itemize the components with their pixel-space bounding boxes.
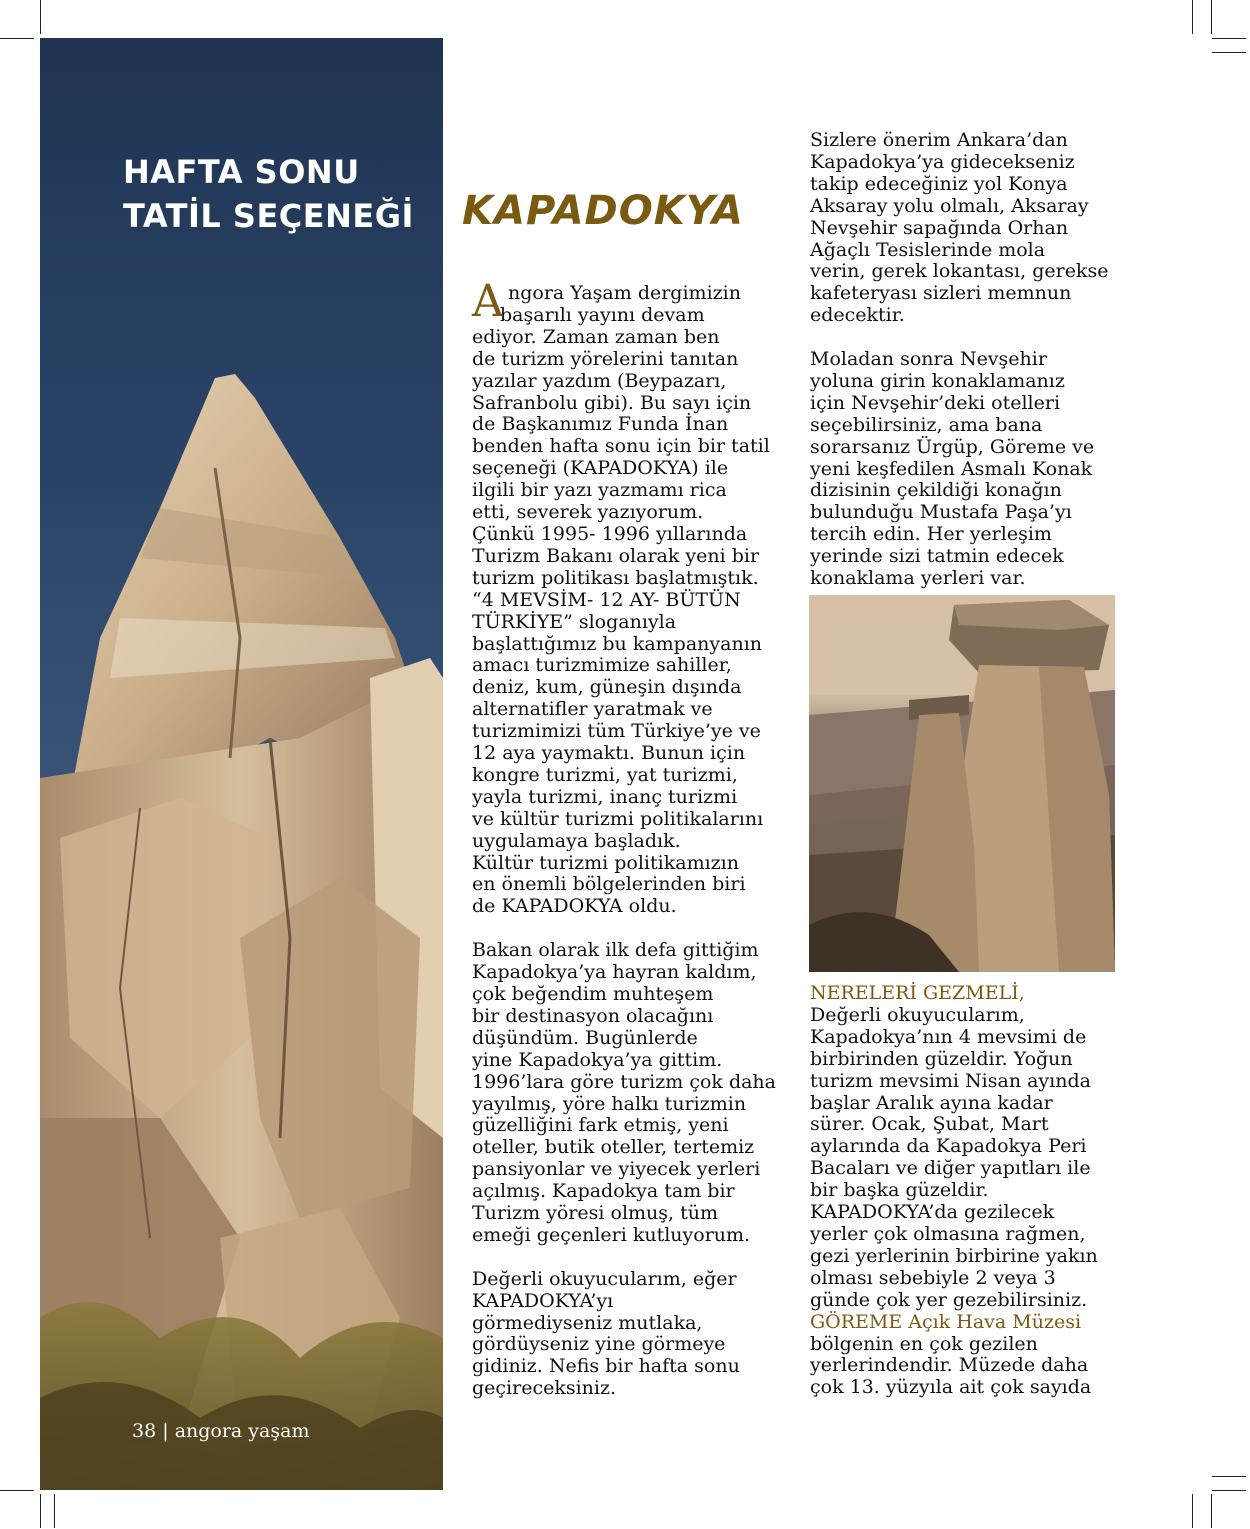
- text-line: Kapadokya’nın 4 mevsimi de: [810, 1025, 1087, 1048]
- text-line: 1996’lara göre turizm çok daha: [472, 1070, 776, 1093]
- text-line: 12 aya yaymaktı. Bunun için: [472, 742, 746, 765]
- section-heading: NERELERİ GEZMELİ,: [810, 982, 1025, 1004]
- text-line: Kapadokya’ya gidecekseniz: [810, 150, 1075, 173]
- text-line: yoluna girin konaklamanız: [810, 369, 1065, 392]
- text-line: tercih edin. Her yerleşim: [810, 523, 1052, 546]
- text-line: yerlerindendir. Müzede daha: [810, 1354, 1089, 1377]
- text-line: Moladan sonra Nevşehir: [810, 348, 1047, 371]
- text-line: ngora Yaşam dergimizin: [508, 282, 741, 304]
- text-line: en önemli bölgelerinden biri: [472, 873, 746, 896]
- text-line: alternatifler yaratmak ve: [472, 698, 713, 721]
- crop-mark: [0, 38, 34, 39]
- text-line: Çünkü 1995- 1996 yıllarında: [472, 522, 748, 545]
- text-line: Ağaçlı Tesislerinde mola: [810, 238, 1046, 261]
- text-line: yerler çok olmasına rağmen,: [810, 1222, 1086, 1245]
- text-line: Turizm yöresi olmuş, tüm: [472, 1202, 718, 1225]
- text-line: takip edeceğiniz yol Konya: [810, 172, 1068, 195]
- headline-line-1: HAFTA SONU: [123, 153, 360, 191]
- text-line: amacı turizmimize sahiller,: [472, 654, 732, 677]
- footer-separator: |: [162, 1420, 169, 1442]
- text-line: konaklama yerleri var.: [810, 567, 1026, 590]
- text-line: de turizm yörelerini tanıtan: [472, 347, 739, 370]
- crop-mark: [54, 1494, 55, 1528]
- text-line: bir destinasyon olacağını: [472, 1004, 714, 1027]
- headline-highlight: KAPADOKYA: [462, 188, 744, 234]
- crop-mark: [1212, 52, 1246, 53]
- text-line: Aksaray yolu olmalı, Aksaray: [810, 194, 1089, 217]
- text-line: yayla turizmi, inanç turizmi: [472, 785, 738, 808]
- crop-mark: [1212, 38, 1246, 39]
- text-line: gördüyseniz yine görmeye: [472, 1333, 726, 1356]
- text-line: olması sebebiyle 2 veya 3: [810, 1266, 1056, 1289]
- magazine-name: angora yaşam: [174, 1420, 310, 1442]
- text-line: açılmış. Kapadokya tam bir: [472, 1180, 735, 1203]
- text-line: yayılmış, yöre halkı turizmin: [472, 1092, 747, 1115]
- text-line: başlattığımız bu kampanyanın: [472, 632, 763, 655]
- text-line: Bakan olarak ilk defa gittiğim: [472, 939, 759, 962]
- text-line: verin, gerek lokantası, gerekse: [810, 260, 1109, 283]
- text-line: birbirinden güzeldir. Yoğun: [810, 1047, 1073, 1070]
- crop-mark: [1192, 0, 1193, 34]
- text-line: geçireceksiniz.: [472, 1377, 617, 1400]
- drop-cap: A: [472, 276, 504, 327]
- text-line: seçebilirsiniz, ama bana: [810, 413, 1043, 436]
- text-line: çok 13. yüzyıla ait çok sayıda: [810, 1376, 1092, 1399]
- text-line: uygulamaya başladık.: [472, 829, 681, 852]
- crop-mark: [1212, 1490, 1246, 1491]
- text-line: gidiniz. Nefis bir hafta sonu: [472, 1355, 740, 1378]
- text-line: Nevşehir sapağında Orhan: [810, 216, 1069, 239]
- secondary-photo: [809, 595, 1115, 972]
- article-column-right-top: [810, 130, 1108, 590]
- text-line: de KAPADOKYA oldu.: [472, 895, 677, 918]
- text-line: başlar Aralık ayına kadar: [810, 1091, 1053, 1114]
- text-line: deniz, kum, güneşin dışında: [472, 676, 742, 699]
- section-tail: [810, 1334, 1098, 1400]
- paragraph-gap: [472, 1247, 776, 1269]
- mushroom-rock-illustration: [809, 595, 1115, 972]
- text-line: seçeneği (KAPADOKYA) ile: [472, 457, 729, 480]
- paragraph-gap: [472, 918, 776, 940]
- text-line: bulunduğu Mustafa Paşa’yı: [810, 501, 1072, 524]
- text-line: yerinde sizi tatmin edecek: [810, 545, 1064, 568]
- text-line: bölgenin en çok gezilen: [810, 1332, 1038, 1355]
- crop-mark: [40, 1494, 41, 1528]
- text-line: emeği geçenleri kutluyorum.: [472, 1223, 751, 1246]
- text-line: TÜRKİYE” sloganıyla: [472, 610, 677, 633]
- text-line: sorarsanız Ürgüp, Göreme ve: [810, 435, 1095, 458]
- text-line: turizm mevsimi Nisan ayında: [810, 1069, 1091, 1092]
- crop-mark: [1211, 1494, 1212, 1528]
- crop-mark: [0, 1490, 34, 1491]
- text-line: de Başkanımız Funda İnan: [472, 413, 729, 436]
- text-line: ilgili bir yazı yazmamı rica: [472, 479, 727, 502]
- text-line: edecektir.: [810, 304, 905, 327]
- article-column-right-bottom: [810, 983, 1098, 1399]
- text-line: dizisinin çekildiği konağın: [810, 479, 1062, 502]
- text-line: Kültür turizmi politikamızın: [472, 851, 739, 874]
- headline-line-2: TATİL SEÇENEĞİ: [123, 197, 414, 235]
- text-line: gezi yerlerinin birbirine yakın: [810, 1244, 1098, 1267]
- headline: [123, 150, 414, 238]
- text-line: Bacaları ve diğer yapıtları ile: [810, 1157, 1091, 1180]
- crop-mark: [40, 0, 41, 34]
- text-line: bir başka güzeldir.: [810, 1179, 989, 1202]
- text-line: günde çok yer gezebilirsiniz.: [810, 1288, 1088, 1311]
- text-line: pansiyonlar ve yiyecek yerleri: [472, 1158, 761, 1181]
- text-line: Değerli okuyucularım, eğer: [472, 1267, 737, 1290]
- text-line: için Nevşehir’deki otelleri: [810, 391, 1061, 414]
- text-line: benden hafta sonu için bir tatil: [472, 435, 770, 458]
- page-number: 38: [132, 1420, 157, 1442]
- fairy-chimney-illustration: [40, 38, 443, 1490]
- text-line: düşündüm. Bugünlerde: [472, 1026, 698, 1049]
- crop-mark: [1211, 0, 1212, 34]
- text-line: Değerli okuyucularım,: [810, 1003, 1025, 1026]
- text-line: aylarında da Kapadokya Peri: [810, 1135, 1087, 1158]
- hero-photo: [40, 38, 443, 1490]
- text-line: Kapadokya’ya hayran kaldım,: [472, 961, 757, 984]
- text-line: yeni keşfedilen Asmalı Konak: [810, 457, 1093, 480]
- text-line: Sizlere önerim Ankara’dan: [810, 129, 1068, 151]
- goreme-highlight: GÖREME Açık Hava Müzesi: [810, 1310, 1082, 1333]
- text-line: KAPADOKYA’yı: [472, 1289, 614, 1312]
- text-line: Safranbolu gibi). Bu sayı için: [472, 391, 752, 414]
- section-body: [810, 1005, 1098, 1312]
- text-line: oteller, butik oteller, tertemiz: [472, 1136, 755, 1159]
- text-line: çok beğendim muhteşem: [472, 982, 714, 1005]
- text-line: etti, severek yazıyorum.: [472, 501, 704, 524]
- text-line: ve kültür turizmi politikalarını: [472, 807, 764, 830]
- text-line: güzelliğini fark etmiş, yeni: [472, 1114, 729, 1137]
- text-line: “4 MEVSİM- 12 AY- BÜTÜN: [472, 588, 741, 611]
- text-line: turizmimizi tüm Türkiye’ye ve: [472, 720, 761, 743]
- text-line: ediyor. Zaman zaman ben: [472, 325, 720, 348]
- text-line: kafeteryası sizleri memnun: [810, 282, 1072, 305]
- text-line: Turizm Bakanı olarak yeni bir: [472, 544, 760, 567]
- paragraph-gap: [810, 327, 1108, 349]
- text-line: kongre turizmi, yat turizmi,: [472, 763, 738, 786]
- text-line: görmediyseniz mutlaka,: [472, 1311, 703, 1334]
- text-line: sürer. Ocak, Şubat, Mart: [810, 1113, 1049, 1136]
- article-column-middle: [472, 283, 776, 1400]
- text-line: yine Kapadokya’ya gittim.: [472, 1048, 723, 1071]
- crop-mark: [1192, 1494, 1193, 1528]
- text-line: turizm politikası başlatmıştık.: [472, 566, 759, 589]
- text-line: yazılar yazdım (Beypazarı,: [472, 369, 727, 392]
- page-footer: [132, 1420, 309, 1442]
- text-line: başarılı yayını devam: [500, 303, 705, 326]
- crop-mark: [1212, 1476, 1246, 1477]
- text-line: KAPADOKYA’da gezilecek: [810, 1201, 1055, 1224]
